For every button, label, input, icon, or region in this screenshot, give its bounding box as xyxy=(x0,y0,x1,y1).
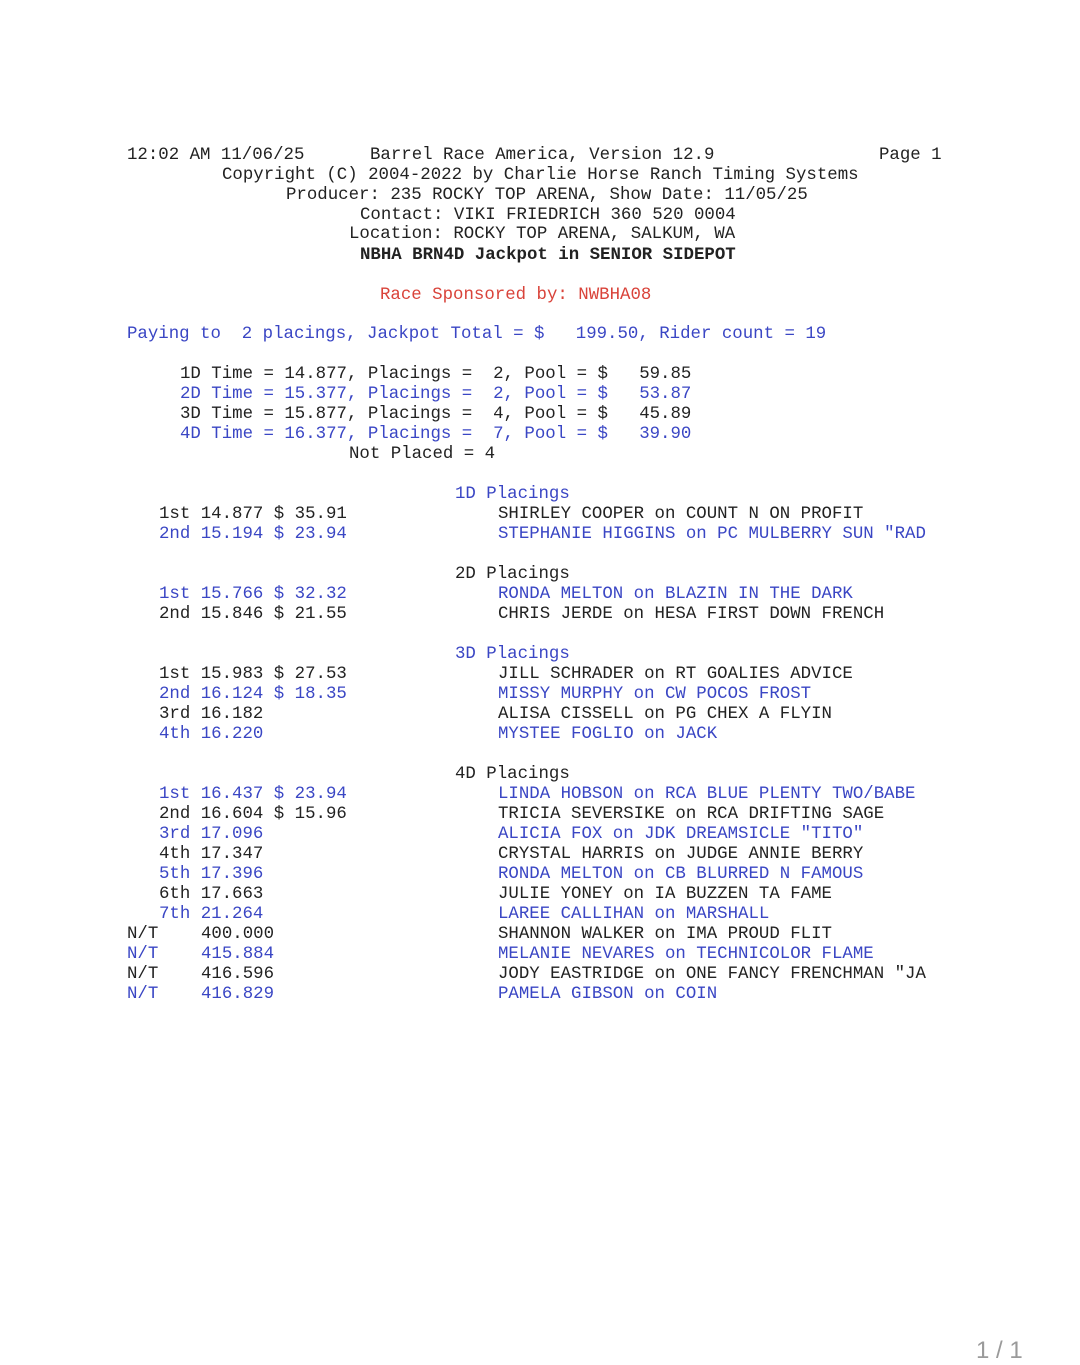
rider-4d-1: LINDA HOBSON on RCA BLUE PLENTY TWO/BABE xyxy=(498,785,916,804)
result-4d-5: 5th 17.396 xyxy=(159,865,264,884)
event-title: NBHA BRN4D Jackpot in SENIOR SIDEPOT xyxy=(360,246,736,265)
rider-2d-1: RONDA MELTON on BLAZIN IN THE DARK xyxy=(498,585,853,604)
rider-4d-6: JULIE YONEY on IA BUZZEN TA FAME xyxy=(498,885,832,904)
rider-1d-2: STEPHANIE HIGGINS on PC MULBERRY SUN "RAD xyxy=(498,525,926,544)
result-3d-1: 1st 15.983 $ 27.53 xyxy=(159,665,347,684)
result-3d-3: 3rd 16.182 xyxy=(159,705,264,724)
rider-3d-1: JILL SCHRADER on RT GOALIES ADVICE xyxy=(498,665,853,684)
nt-rider-2: MELANIE NEVARES on TECHNICOLOR FLAME xyxy=(498,945,874,964)
nt-time-1: 400.000 xyxy=(201,925,275,944)
nt-time-3: 416.596 xyxy=(201,965,275,984)
page-number: Page 1 xyxy=(879,146,942,165)
sponsor-line: Race Sponsored by: NWBHA08 xyxy=(380,286,652,305)
result-2d-1: 1st 15.766 $ 32.32 xyxy=(159,585,347,604)
rider-1d-1: SHIRLEY COOPER on COUNT N ON PROFIT xyxy=(498,505,864,524)
nt-rider-1: SHANNON WALKER on IMA PROUD FLIT xyxy=(498,925,832,944)
result-4d-4: 4th 17.347 xyxy=(159,845,264,864)
division-summary-4d: 4D Time = 16.377, Placings = 7, Pool = $ 39.90 xyxy=(180,425,692,444)
division-summary-1d: 1D Time = 14.877, Placings = 2, Pool = $ 59.85 xyxy=(180,365,692,384)
producer-line: Producer: 235 ROCKY TOP ARENA, Show Date: 11/05/25 xyxy=(286,186,808,205)
section-title-1d: 1D Placings xyxy=(455,485,570,504)
result-4d-3: 3rd 17.096 xyxy=(159,825,264,844)
result-2d-2: 2nd 15.846 $ 21.55 xyxy=(159,605,347,624)
result-1d-2: 2nd 15.194 $ 23.94 xyxy=(159,525,347,544)
nt-time-2: 415.884 xyxy=(201,945,275,964)
result-4d-7: 7th 21.264 xyxy=(159,905,264,924)
division-summary-2d: 2D Time = 15.377, Placings = 2, Pool = $ 53.87 xyxy=(180,385,692,404)
nt-status-1: N/T xyxy=(127,925,159,944)
result-3d-4: 4th 16.220 xyxy=(159,725,264,744)
print-datetime: 12:02 AM 11/06/25 xyxy=(127,146,305,165)
section-title-4d: 4D Placings xyxy=(455,765,570,784)
result-4d-2: 2nd 16.604 $ 15.96 xyxy=(159,805,347,824)
location-line: Location: ROCKY TOP ARENA, SALKUM, WA xyxy=(349,225,736,244)
program-title: Barrel Race America, Version 12.9 xyxy=(370,146,715,165)
result-4d-1: 1st 16.437 $ 23.94 xyxy=(159,785,347,804)
not-placed-count: Not Placed = 4 xyxy=(349,445,496,464)
copyright-line: Copyright (C) 2004-2022 by Charlie Horse Ranch Timing Systems xyxy=(222,166,859,185)
nt-status-4: N/T xyxy=(127,985,159,1004)
rider-4d-3: ALICIA FOX on JDK DREAMSICLE "TITO" xyxy=(498,825,864,844)
nt-rider-3: JODY EASTRIDGE on ONE FANCY FRENCHMAN "JA xyxy=(498,965,926,984)
section-title-2d: 2D Placings xyxy=(455,565,570,584)
rider-4d-2: TRICIA SEVERSIKE on RCA DRIFTING SAGE xyxy=(498,805,885,824)
result-4d-6: 6th 17.663 xyxy=(159,885,264,904)
nt-status-2: N/T xyxy=(127,945,159,964)
nt-time-4: 416.829 xyxy=(201,985,275,1004)
rider-3d-3: ALISA CISSELL on PG CHEX A FLYIN xyxy=(498,705,832,724)
rider-3d-2: MISSY MURPHY on CW POCOS FROST xyxy=(498,685,812,704)
nt-status-3: N/T xyxy=(127,965,159,984)
contact-line: Contact: VIKI FRIEDRICH 360 520 0004 xyxy=(360,206,736,225)
section-title-3d: 3D Placings xyxy=(455,645,570,664)
paying-line: Paying to 2 placings, Jackpot Total = $ 199.50, Rider count = 19 xyxy=(127,325,827,344)
rider-3d-4: MYSTEE FOGLIO on JACK xyxy=(498,725,718,744)
nt-rider-4: PAMELA GIBSON on COIN xyxy=(498,985,718,1004)
result-3d-2: 2nd 16.124 $ 18.35 xyxy=(159,685,347,704)
page-counter: 1 / 1 xyxy=(976,1337,1023,1364)
rider-4d-5: RONDA MELTON on CB BLURRED N FAMOUS xyxy=(498,865,864,884)
rider-4d-4: CRYSTAL HARRIS on JUDGE ANNIE BERRY xyxy=(498,845,864,864)
rider-2d-2: CHRIS JERDE on HESA FIRST DOWN FRENCH xyxy=(498,605,885,624)
division-summary-3d: 3D Time = 15.877, Placings = 4, Pool = $ 45.89 xyxy=(180,405,692,424)
result-1d-1: 1st 14.877 $ 35.91 xyxy=(159,505,347,524)
rider-4d-7: LAREE CALLIHAN on MARSHALL xyxy=(498,905,770,924)
